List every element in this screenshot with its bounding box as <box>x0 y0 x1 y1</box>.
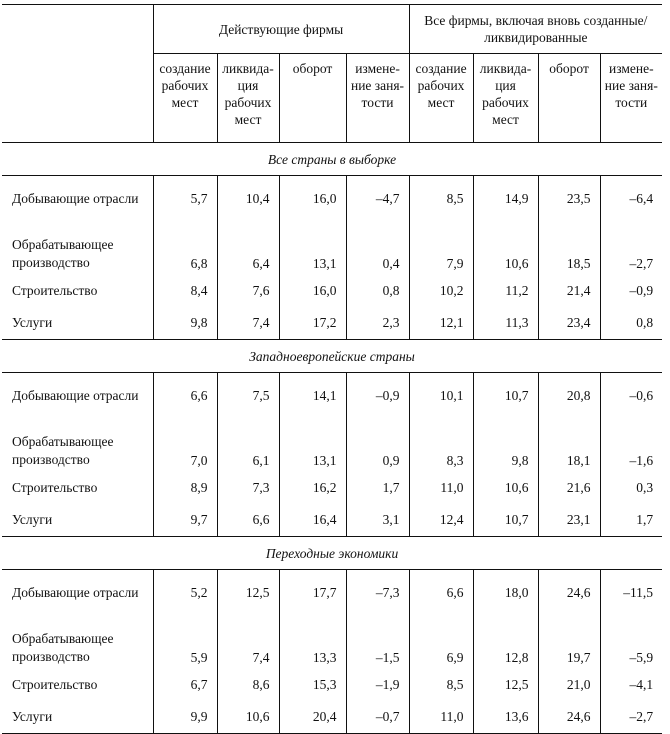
table-cell: 3,1 <box>346 502 409 537</box>
table-row <box>2 699 662 734</box>
table-cell: 11,0 <box>409 699 473 734</box>
table-cell: 12,8 <box>473 614 538 669</box>
header-group-row <box>2 5 662 54</box>
statistics-table <box>2 4 662 734</box>
table-cell: 8,9 <box>153 472 217 502</box>
table-cell: –2,7 <box>600 699 662 734</box>
table-cell: 7,3 <box>217 472 279 502</box>
table-cell: 20,8 <box>538 373 600 418</box>
table-cell: 6,1 <box>217 417 279 472</box>
table-cell: 6,8 <box>153 220 217 275</box>
row-label: Строительство <box>12 479 98 495</box>
table-cell: 12,4 <box>409 502 473 537</box>
table-cell: 9,7 <box>153 502 217 537</box>
table-cell: –0,7 <box>346 699 409 734</box>
table-cell: –5,9 <box>600 614 662 669</box>
table-row <box>2 305 662 340</box>
section-title: Переходные экономики <box>2 537 662 570</box>
table-cell: 9,8 <box>153 305 217 340</box>
table-cell: 1,7 <box>600 502 662 537</box>
column-header: оборот <box>538 54 600 143</box>
column-header: измене-ние заня-тости <box>600 54 662 143</box>
table-cell: –4,1 <box>600 669 662 699</box>
table-cell: 13,6 <box>473 699 538 734</box>
table-cell: 10,1 <box>409 373 473 418</box>
table-cell: 12,1 <box>409 305 473 340</box>
row-label: Услуги <box>2 699 153 734</box>
table-cell: 8,5 <box>409 669 473 699</box>
table-cell: 16,0 <box>279 176 346 221</box>
table-cell: 16,4 <box>279 502 346 537</box>
table-cell: 8,3 <box>409 417 473 472</box>
table-cell: 9,9 <box>153 699 217 734</box>
table-cell: –2,7 <box>600 220 662 275</box>
table-cell: 6,6 <box>217 502 279 537</box>
row-label: Строительство <box>12 282 98 298</box>
table-cell: 11,2 <box>473 275 538 305</box>
row-label: Обрабатывающее производство <box>12 434 114 467</box>
table-cell: 16,2 <box>279 472 346 502</box>
row-label: Строительство <box>12 676 98 692</box>
row-label: Услуги <box>12 511 53 527</box>
table-cell: 8,4 <box>153 275 217 305</box>
table-cell: 0,8 <box>600 305 662 340</box>
table-cell: 7,9 <box>409 220 473 275</box>
table-cell: 13,3 <box>279 614 346 669</box>
section-title-row <box>2 143 662 176</box>
table-cell: –1,6 <box>600 417 662 472</box>
table-row <box>2 570 662 615</box>
table-cell: 2,3 <box>346 305 409 340</box>
table-cell: 6,6 <box>153 373 217 418</box>
table-cell: 10,7 <box>473 373 538 418</box>
table-cell: 14,1 <box>279 373 346 418</box>
table-cell: 21,4 <box>538 275 600 305</box>
table-cell: –0,9 <box>346 373 409 418</box>
table-cell: –11,5 <box>600 570 662 615</box>
table-cell: 20,4 <box>279 699 346 734</box>
column-header: ликвида-ция рабочих мест <box>473 54 538 143</box>
section-title-row <box>2 537 662 570</box>
table-cell: 18,0 <box>473 570 538 615</box>
table-cell: –4,7 <box>346 176 409 221</box>
table-row <box>2 669 662 699</box>
table-cell: 8,6 <box>217 669 279 699</box>
table-cell: 5,2 <box>153 570 217 615</box>
table-cell: 12,5 <box>473 669 538 699</box>
table-cell: 7,6 <box>217 275 279 305</box>
table-cell: 21,0 <box>538 669 600 699</box>
table-cell: 23,4 <box>538 305 600 340</box>
row-label: Добывающие отрасли <box>12 584 139 600</box>
table-cell: 5,9 <box>153 614 217 669</box>
table-cell: 13,1 <box>279 220 346 275</box>
column-header: создание рабочих мест <box>153 54 217 143</box>
table-cell: 18,5 <box>538 220 600 275</box>
section-title: Все страны в выборке <box>2 143 662 176</box>
header-corner-cell <box>2 5 153 143</box>
table-cell: 7,4 <box>217 614 279 669</box>
table-cell: 19,7 <box>538 614 600 669</box>
table-cell: 11,3 <box>473 305 538 340</box>
table-cell: 5,7 <box>153 176 217 221</box>
table-cell: 0,8 <box>346 275 409 305</box>
table-cell: 0,9 <box>346 417 409 472</box>
table-cell: 6,4 <box>217 220 279 275</box>
table-cell: 7,5 <box>217 373 279 418</box>
header-group-all-firms: Все фирмы, включая вновь созданные/ликвидированные <box>409 5 662 54</box>
table-cell: 10,2 <box>409 275 473 305</box>
column-header: оборот <box>279 54 346 143</box>
table-cell: 9,8 <box>473 417 538 472</box>
table-row <box>2 275 662 305</box>
row-label: Добывающие отрасли <box>12 190 139 206</box>
table-cell: –7,3 <box>346 570 409 615</box>
table-cell: 17,7 <box>279 570 346 615</box>
table-row <box>2 614 662 669</box>
table-cell: 1,7 <box>346 472 409 502</box>
table-cell: 7,4 <box>217 305 279 340</box>
table-cell: 23,5 <box>538 176 600 221</box>
header-group-existing-firms: Действующие фирмы <box>153 5 409 54</box>
table-cell: 10,6 <box>217 699 279 734</box>
column-header: измене-ние заня-тости <box>346 54 409 143</box>
section-title-row <box>2 340 662 373</box>
row-label: Услуги <box>12 314 53 330</box>
table-cell: 10,6 <box>473 220 538 275</box>
table-cell: –0,6 <box>600 373 662 418</box>
table-cell: –0,9 <box>600 275 662 305</box>
table-row <box>2 472 662 502</box>
table-cell: 10,7 <box>473 502 538 537</box>
table-cell: 10,4 <box>217 176 279 221</box>
table-row <box>2 176 662 221</box>
row-label: Обрабатывающее производство <box>12 237 114 270</box>
table-row <box>2 417 662 472</box>
table-row <box>2 502 662 537</box>
column-header: создание рабочих мест <box>409 54 473 143</box>
row-label: Обрабатывающее производство <box>12 631 114 664</box>
table-cell: 23,1 <box>538 502 600 537</box>
table-cell: 24,6 <box>538 699 600 734</box>
table-cell: –1,9 <box>346 669 409 699</box>
table-cell: 10,6 <box>473 472 538 502</box>
row-label: Добывающие отрасли <box>12 387 139 403</box>
table-cell: 11,0 <box>409 472 473 502</box>
table-cell: 14,9 <box>473 176 538 221</box>
table-cell: –6,4 <box>600 176 662 221</box>
table-cell: 6,9 <box>409 614 473 669</box>
table-cell: 15,3 <box>279 669 346 699</box>
table-cell: 24,6 <box>538 570 600 615</box>
table-cell: 21,6 <box>538 472 600 502</box>
table-row <box>2 373 662 418</box>
table-cell: 18,1 <box>538 417 600 472</box>
table-cell: 8,5 <box>409 176 473 221</box>
table-cell: 16,0 <box>279 275 346 305</box>
table-cell: 7,0 <box>153 417 217 472</box>
table-cell: 6,6 <box>409 570 473 615</box>
table-row <box>2 220 662 275</box>
table-cell: 13,1 <box>279 417 346 472</box>
section-title: Западноевропейские страны <box>2 340 662 373</box>
table-cell: 17,2 <box>279 305 346 340</box>
table-cell: –1,5 <box>346 614 409 669</box>
table-cell: 0,3 <box>600 472 662 502</box>
table-cell: 0,4 <box>346 220 409 275</box>
table-cell: 6,7 <box>153 669 217 699</box>
table-cell: 12,5 <box>217 570 279 615</box>
column-header: ликвида-ция рабочих мест <box>217 54 279 143</box>
